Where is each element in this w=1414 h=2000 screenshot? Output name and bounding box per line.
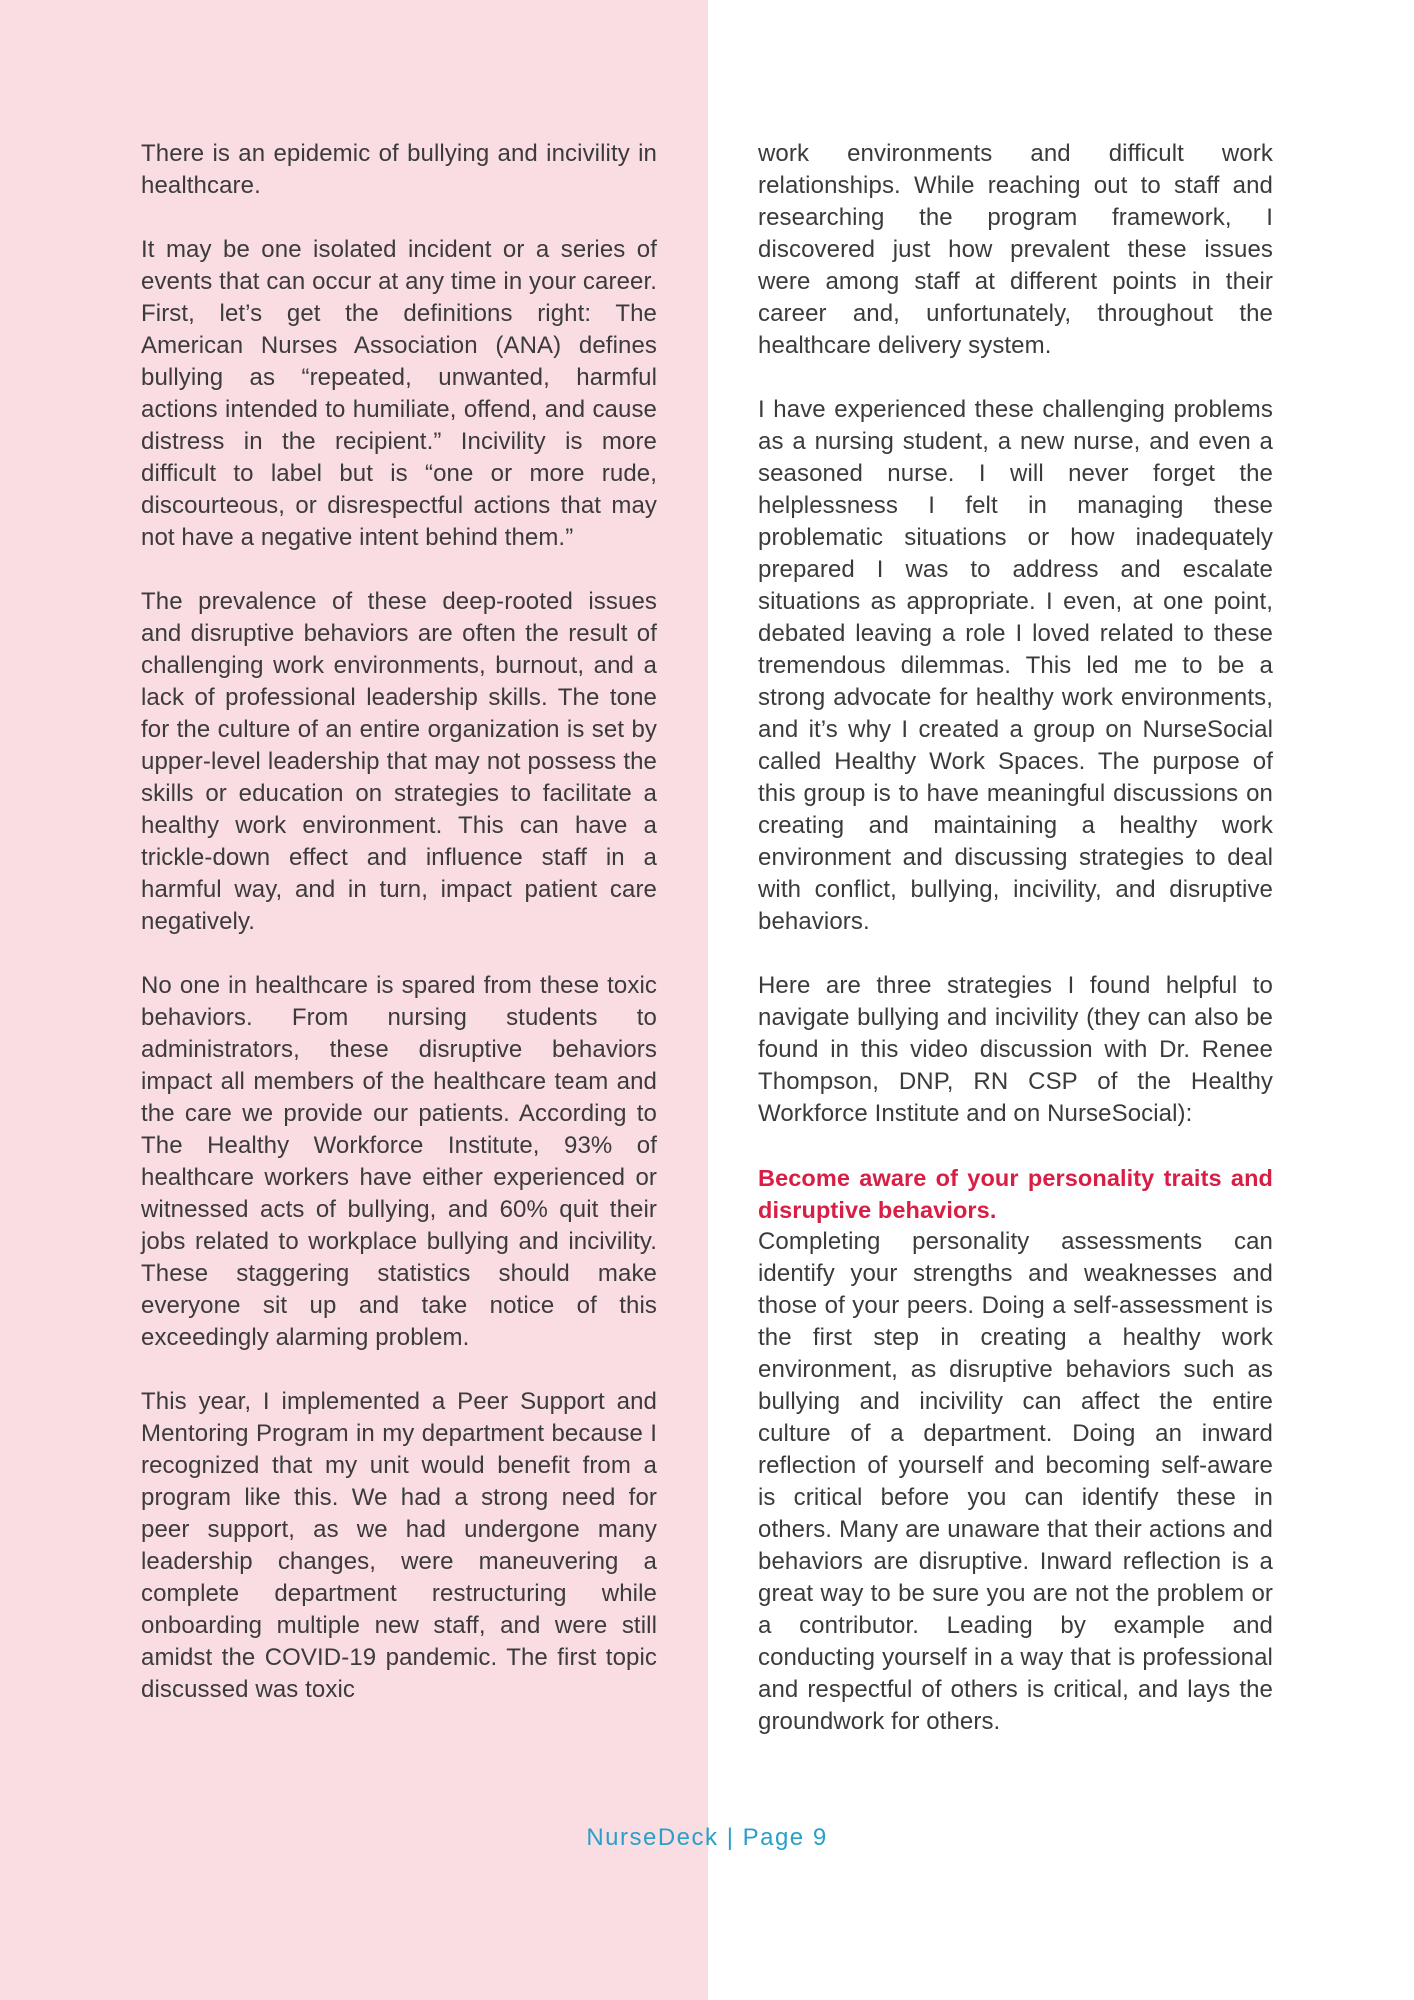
- paragraph: It may be one isolated incident or a series of events that can occur at any time in your career. First, let’s get the definitions right: The American Nurses Association (ANA) defines bullying as “repeated, unwanted, harmful actions intended to humiliate, offend, and cause distress in the recipient.” Incivility is more difficult to label but is “one or more rude, discourteous, or disrespectful actions that may not have a negative intent behind them.”: [141, 236, 657, 551]
- paragraph: There is an epidemic of bullying and incivility in healthcare.: [141, 140, 657, 199]
- paragraph: I have experienced these challenging problems as a nursing student, a new nurse, and even a seasoned nurse. I will never forget the helplessness I felt in managing these problematic situations or how inadequately prepared I was to address and escalate situations as appropriate. I even, at one point, debated leaving a role I loved related to these tremendous dilemmas. This led me to be a strong advocate for healthy work environments, and it’s why I created a group on NurseSocial called Healthy Work Spaces. The purpose of this group is to have meaningful discussions on creating and maintaining a healthy work environment and discussing strategies to deal with conflict, bullying, incivility, and disruptive behaviors.: [758, 396, 1273, 935]
- page-footer: NurseDeck | Page 9: [586, 1824, 828, 1851]
- paragraph: work environments and difficult work relationships. While reaching out to staff and researching the program framework, I discovered just how prevalent these issues were among staff at different points in their career and, unfortunately, throughout the healthcare delivery system.: [758, 140, 1273, 359]
- paragraph: Completing personality assessments can identify your strengths and weaknesses and those of your peers. Doing a self-assessment is the first step in creating a healthy work environment, as disruptive behaviors such as bullying and incivility can affect the entire culture of a department. Doing an inward reflection of yourself and becoming self-aware is critical before you can identify these in others. Many are unaware that their actions and behaviors are disruptive. Inward reflection is a great way to be sure you are not the problem or a contributor. Leading by example and conducting yourself in a way that is professional and respectful of others is critical, and lays the groundwork for others.: [758, 1228, 1273, 1735]
- paragraph: Here are three strategies I found helpful to navigate bullying and incivility (they can also be found in this video discussion with Dr. Renee Thompson, DNP, RN CSP of the Healthy Workforce Institute and on NurseSocial):: [758, 972, 1273, 1127]
- paragraph: The prevalence of these deep-rooted issues and disruptive behaviors are often the result of challenging work environments, burnout, and a lack of professional leadership skills. The tone for the culture of an entire organization is set by upper-level leadership that may not possess the skills or education on strategies to facilitate a healthy work environment. This can have a trickle-down effect and influence staff in a harmful way, and in turn, impact patient care negatively.: [141, 588, 657, 935]
- paragraph: This year, I implemented a Peer Support and Mentoring Program in my department because I recognized that my unit would benefit from a program like this. We had a strong need for peer support, as we had undergone many leadership changes, were maneuvering a complete department restructuring while onboarding multiple new staff, and were still amidst the COVID-19 pandemic. The first topic discussed was toxic: [141, 1388, 657, 1703]
- left-column: [141, 138, 657, 1706]
- strategy-heading: Become aware of your personality traits and disruptive behaviors.: [758, 1165, 1273, 1223]
- paragraph: No one in healthcare is spared from these toxic behaviors. From nursing students to administrators, these disruptive behaviors impact all members of the healthcare team and the care we provide our patients. According to The Healthy Workforce Institute, 93% of healthcare workers have either experienced or witnessed acts of bullying, and 60% quit their jobs related to workplace bullying and incivility. These staggering statistics should make everyone sit up and take notice of this exceedingly alarming problem.: [141, 972, 657, 1351]
- right-column: [758, 138, 1273, 1738]
